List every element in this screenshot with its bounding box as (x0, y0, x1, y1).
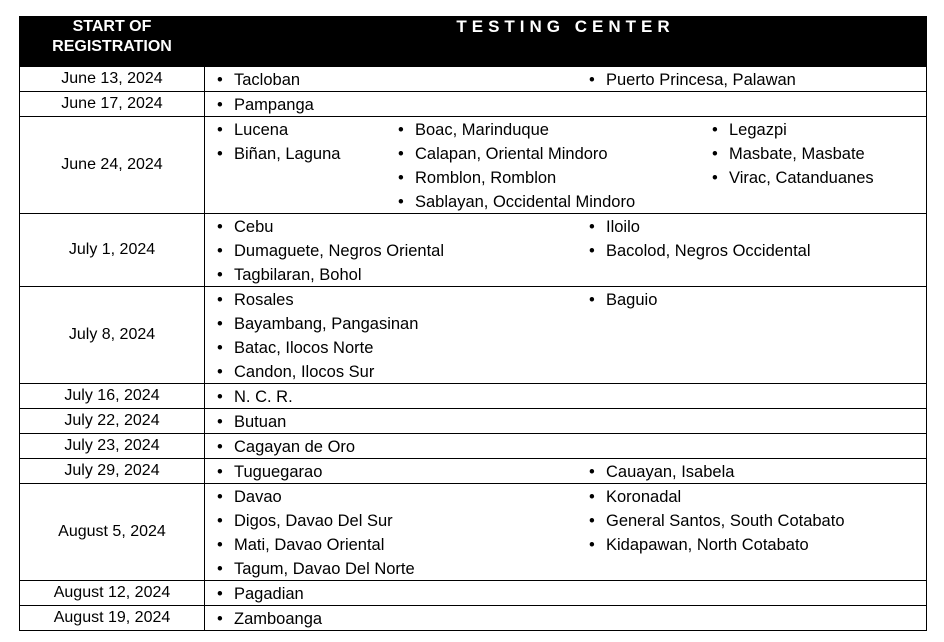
bullet-icon: • (217, 413, 223, 431)
list-item (217, 118, 340, 142)
testing-center-cell (205, 67, 927, 92)
table-row (20, 287, 927, 384)
testing-center-name: Boac, Marinduque (415, 121, 549, 139)
testing-center-name: Puerto Princesa, Palawan (606, 71, 796, 89)
table-row (20, 384, 927, 409)
list-item (398, 118, 635, 142)
table-row (20, 484, 927, 581)
list-item (217, 312, 418, 336)
testing-center-header: TESTING CENTER (205, 17, 927, 67)
bullet-icon: • (712, 145, 718, 163)
table-row (20, 581, 927, 606)
list-item (217, 607, 322, 631)
bullet-icon: • (217, 242, 223, 260)
testing-center-cell (205, 384, 927, 409)
bullet-icon: • (589, 242, 595, 260)
registration-date: June 13, 2024 (20, 67, 205, 92)
schedule-body (20, 67, 927, 631)
testing-center-cell (205, 606, 927, 631)
list-item (398, 166, 635, 190)
testing-center-name: Biñan, Laguna (234, 145, 341, 163)
testing-center-cell (205, 117, 927, 214)
center-column (712, 118, 874, 190)
testing-center-name: Virac, Catanduanes (729, 169, 874, 187)
center-column (589, 68, 796, 92)
list-item (217, 93, 314, 117)
bullet-icon: • (217, 121, 223, 139)
center-column (217, 93, 314, 117)
list-item (589, 533, 845, 557)
testing-center-name: Tacloban (234, 71, 301, 89)
testing-center-name: Iloilo (606, 218, 640, 236)
center-column (217, 118, 340, 166)
bullet-icon: • (217, 536, 223, 554)
list-item (217, 215, 444, 239)
bullet-icon: • (217, 610, 223, 628)
list-item (217, 360, 418, 384)
registration-date: July 22, 2024 (20, 409, 205, 434)
center-column (589, 215, 811, 263)
testing-center-name: Zamboanga (234, 610, 323, 628)
bullet-icon: • (589, 512, 595, 530)
center-column (217, 435, 355, 459)
list-item (589, 460, 734, 484)
testing-center-cell (205, 409, 927, 434)
list-item (712, 166, 874, 190)
testing-center-cell (205, 287, 927, 384)
center-column (398, 118, 635, 214)
bullet-icon: • (398, 193, 404, 211)
bullet-icon: • (217, 438, 223, 456)
list-item (217, 263, 444, 287)
bullet-icon: • (217, 315, 223, 333)
testing-center-name: Tagum, Davao Del Norte (234, 560, 415, 578)
header-row (20, 17, 927, 67)
list-item (217, 460, 322, 484)
registration-date: July 23, 2024 (20, 434, 205, 459)
testing-center-cell (205, 434, 927, 459)
testing-center-name: Butuan (234, 413, 287, 431)
bullet-icon: • (217, 291, 223, 309)
bullet-icon: • (712, 121, 718, 139)
bullet-icon: • (217, 218, 223, 236)
list-item (217, 485, 415, 509)
testing-center-name: Legazpi (729, 121, 787, 139)
registration-date: August 19, 2024 (20, 606, 205, 631)
bullet-icon: • (398, 145, 404, 163)
bullet-icon: • (217, 96, 223, 114)
center-column (217, 385, 293, 409)
testing-center-name: Baguio (606, 291, 658, 309)
list-item (217, 68, 300, 92)
bullet-icon: • (217, 145, 223, 163)
header-line-2: REGISTRATION (52, 38, 172, 55)
testing-center-name: Lucena (234, 121, 289, 139)
bullet-icon: • (217, 488, 223, 506)
bullet-icon: • (712, 169, 718, 187)
table-row (20, 214, 927, 287)
list-item (217, 509, 415, 533)
list-item (217, 288, 418, 312)
testing-center-name: Tagbilaran, Bohol (234, 266, 362, 284)
list-item (589, 288, 657, 312)
bullet-icon: • (217, 463, 223, 481)
center-column (589, 485, 845, 557)
bullet-icon: • (217, 339, 223, 357)
bullet-icon: • (217, 71, 223, 89)
testing-center-cell (205, 581, 927, 606)
testing-center-name: General Santos, South Cotabato (606, 512, 845, 530)
testing-center-cell (205, 92, 927, 117)
center-column (217, 410, 286, 434)
start-of-registration-header (20, 17, 205, 67)
testing-center-name: Candon, Ilocos Sur (234, 363, 375, 381)
center-column (217, 582, 304, 606)
center-column (217, 215, 444, 287)
testing-center-name: Dumaguete, Negros Oriental (234, 242, 445, 260)
testing-center-name: Pampanga (234, 96, 314, 114)
testing-center-cell (205, 484, 927, 581)
center-column (589, 460, 734, 484)
registration-date: August 12, 2024 (20, 581, 205, 606)
list-item (217, 582, 304, 606)
list-item (589, 485, 845, 509)
testing-center-name: Pagadian (234, 585, 304, 603)
center-column (217, 288, 418, 384)
testing-center-name: Tuguegarao (234, 463, 323, 481)
bullet-icon: • (589, 218, 595, 236)
testing-center-name: Masbate, Masbate (729, 145, 865, 163)
testing-center-name: Batac, Ilocos Norte (234, 339, 374, 357)
table-row (20, 409, 927, 434)
list-item (589, 215, 811, 239)
registration-date: July 29, 2024 (20, 459, 205, 484)
registration-date: June 24, 2024 (20, 117, 205, 214)
center-column (217, 68, 300, 92)
center-column (589, 288, 657, 312)
testing-center-name: Mati, Davao Oriental (234, 536, 385, 554)
testing-center-name: Rosales (234, 291, 294, 309)
list-item (217, 239, 444, 263)
testing-center-name: Davao (234, 488, 282, 506)
list-item (398, 142, 635, 166)
table-row (20, 434, 927, 459)
table-row (20, 117, 927, 214)
list-item (589, 68, 796, 92)
testing-center-name: Digos, Davao Del Sur (234, 512, 393, 530)
testing-center-name: Cauayan, Isabela (606, 463, 735, 481)
list-item (217, 435, 355, 459)
testing-center-name: Bayambang, Pangasinan (234, 315, 419, 333)
registration-date: July 1, 2024 (20, 214, 205, 287)
bullet-icon: • (217, 388, 223, 406)
testing-center-name: Calapan, Oriental Mindoro (415, 145, 608, 163)
bullet-icon: • (589, 488, 595, 506)
list-item (712, 142, 874, 166)
bullet-icon: • (589, 71, 595, 89)
testing-center-cell (205, 214, 927, 287)
testing-center-name: Bacolod, Negros Occidental (606, 242, 811, 260)
list-item (398, 190, 635, 214)
list-item (712, 118, 874, 142)
center-column (217, 607, 322, 631)
table-row (20, 92, 927, 117)
center-column (217, 460, 322, 484)
header-line-1: START OF (72, 18, 152, 35)
list-item (589, 239, 811, 263)
bullet-icon: • (217, 266, 223, 284)
list-item (217, 336, 418, 360)
schedule-table (19, 16, 927, 631)
testing-center-name: Cagayan de Oro (234, 438, 356, 456)
bullet-icon: • (217, 363, 223, 381)
testing-center-name: Sablayan, Occidental Mindoro (415, 193, 636, 211)
testing-center-name: N. C. R. (234, 388, 293, 406)
center-column (217, 485, 415, 581)
bullet-icon: • (217, 560, 223, 578)
bullet-icon: • (589, 536, 595, 554)
list-item (217, 533, 415, 557)
testing-center-name: Koronadal (606, 488, 682, 506)
bullet-icon: • (217, 512, 223, 530)
list-item (217, 385, 293, 409)
testing-center-name: Kidapawan, North Cotabato (606, 536, 809, 554)
table-row (20, 606, 927, 631)
list-item (589, 509, 845, 533)
registration-date: July 16, 2024 (20, 384, 205, 409)
bullet-icon: • (589, 463, 595, 481)
list-item (217, 410, 286, 434)
table-row (20, 459, 927, 484)
testing-center-cell (205, 459, 927, 484)
registration-date: July 8, 2024 (20, 287, 205, 384)
list-item (217, 142, 340, 166)
bullet-icon: • (217, 585, 223, 603)
testing-center-name: Romblon, Romblon (415, 169, 557, 187)
table-row (20, 67, 927, 92)
list-item (217, 557, 415, 581)
registration-date: June 17, 2024 (20, 92, 205, 117)
bullet-icon: • (589, 291, 595, 309)
bullet-icon: • (398, 169, 404, 187)
bullet-icon: • (398, 121, 404, 139)
registration-date: August 5, 2024 (20, 484, 205, 581)
testing-center-name: Cebu (234, 218, 274, 236)
